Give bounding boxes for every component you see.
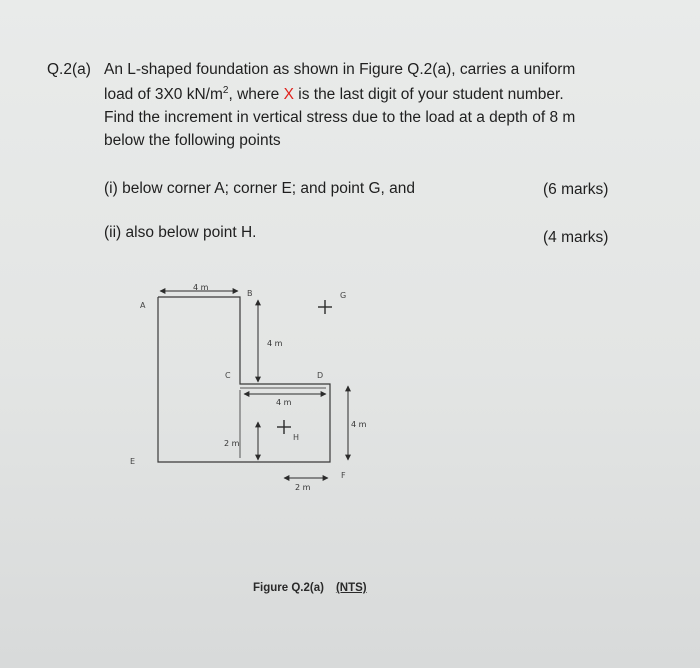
unit-superscript: 2 bbox=[222, 85, 229, 96]
part-i-marks: (6 marks) bbox=[543, 181, 609, 198]
label-e: E bbox=[130, 457, 136, 466]
question-line-3: Find the increment in vertical stress due to the load at a depth of 8 m bbox=[104, 109, 576, 126]
label-c: C bbox=[225, 371, 231, 380]
dim-label-left-low: 2 m bbox=[224, 439, 240, 448]
dim-label-bottom-width: 2 m bbox=[295, 483, 311, 492]
label-h: H bbox=[293, 433, 300, 442]
load-text: load of 3X0 kN/m bbox=[104, 86, 223, 104]
dim-label-vertical-bc: 4 m bbox=[267, 339, 283, 348]
dim-label-right-height: 4 m bbox=[351, 420, 367, 429]
dim-label-top-width: 4 m bbox=[193, 283, 209, 292]
label-g: G bbox=[340, 291, 347, 300]
figure-caption bbox=[253, 582, 367, 594]
label-d: D bbox=[317, 371, 324, 380]
part-i: (i) below corner A; corner E; and point G, and bbox=[104, 180, 416, 197]
point-h-marker bbox=[277, 420, 291, 434]
nts-label: (NTS) bbox=[335, 582, 367, 594]
question-number: Q.2(a) bbox=[47, 61, 91, 78]
label-a: A bbox=[140, 301, 146, 310]
point-g-marker bbox=[318, 300, 332, 314]
question-line-4: below the following points bbox=[104, 132, 281, 149]
caption-text: Figure Q.2(a) bbox=[253, 582, 324, 594]
part-ii: (ii) also below point H. bbox=[104, 224, 257, 241]
question-line-1: An L-shaped foundation as shown in Figure Q.2(a), carries a uniform bbox=[104, 61, 576, 78]
foundation-outline bbox=[158, 297, 330, 462]
load-text-2: , where bbox=[228, 86, 284, 104]
part-ii-marks: (4 marks) bbox=[543, 229, 609, 246]
dim-label-middle-width: 4 m bbox=[276, 398, 292, 407]
label-b: B bbox=[247, 289, 253, 298]
load-text-3: is the last digit of your student number. bbox=[293, 86, 564, 104]
highlight-x: X bbox=[283, 86, 294, 104]
label-f: F bbox=[341, 471, 346, 480]
